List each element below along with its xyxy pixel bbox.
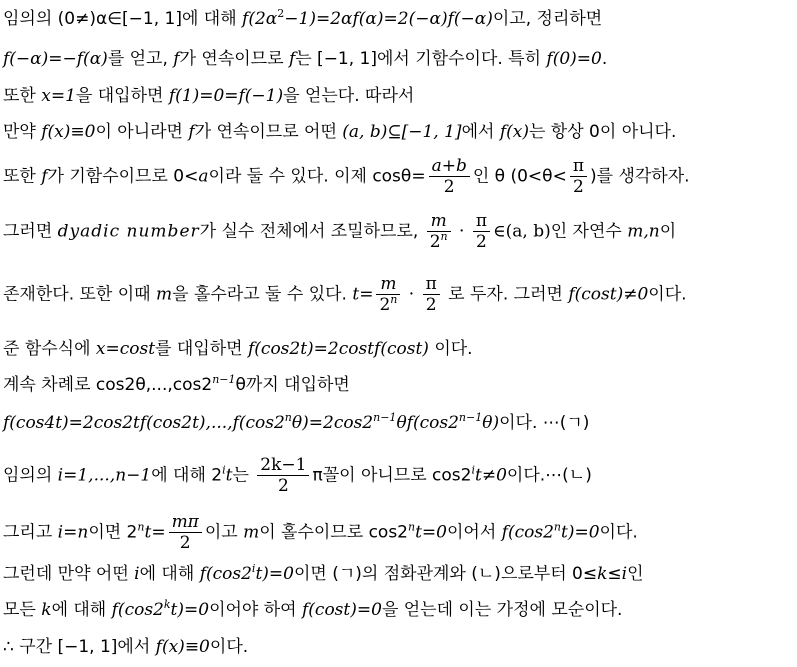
fraction bbox=[427, 211, 451, 252]
fraction bbox=[570, 156, 587, 197]
text: π꼴이 아니므로 cos2 bbox=[312, 465, 472, 486]
math: θ) bbox=[482, 413, 500, 433]
math: f bbox=[41, 166, 48, 187]
math: f(−α)=−f(α) bbox=[3, 49, 108, 69]
text: 계속 차례로 cos2θ,...,cos2 bbox=[3, 375, 213, 395]
math: t=0 bbox=[415, 522, 447, 543]
math: θf(cos2 bbox=[396, 413, 459, 433]
math: i bbox=[134, 564, 140, 584]
math: f(x) bbox=[499, 122, 529, 142]
text: 이고 bbox=[204, 522, 244, 543]
denominator: 2 bbox=[443, 177, 455, 197]
fraction bbox=[376, 274, 400, 315]
numerator: a+b bbox=[429, 156, 470, 177]
math: k bbox=[41, 600, 52, 620]
proof-line-11 bbox=[3, 455, 592, 496]
text: 이다. bbox=[209, 637, 249, 657]
numerator: mπ bbox=[169, 512, 202, 533]
text: 준 함수식에 bbox=[3, 339, 96, 359]
math: i=n bbox=[57, 522, 89, 543]
text: 그리고 bbox=[3, 522, 58, 543]
text: 또한 bbox=[3, 86, 42, 106]
math: f(x)≡0 bbox=[41, 122, 96, 142]
math: t= bbox=[352, 284, 374, 305]
numerator: π bbox=[570, 156, 587, 177]
text: 로 두자. 그러면 bbox=[442, 284, 569, 305]
math: θ)=2cos2 bbox=[291, 413, 374, 433]
denominator-base: 2 bbox=[379, 295, 391, 315]
math: t)=0 bbox=[561, 522, 600, 543]
math: i=1,...,n−1 bbox=[57, 465, 152, 486]
proof-line-9 bbox=[3, 374, 350, 396]
proof-line-2 bbox=[3, 48, 607, 70]
text: 는 bbox=[232, 465, 255, 486]
text: 이다.⋯(ㄴ) bbox=[506, 465, 592, 486]
exponent: n−1 bbox=[373, 411, 397, 424]
text: 모든 bbox=[3, 600, 42, 620]
math: f(cost)≠0 bbox=[568, 284, 649, 305]
exponent: n bbox=[553, 520, 561, 534]
exponent: n−1 bbox=[458, 411, 483, 424]
exponent: i bbox=[471, 463, 476, 477]
text: 인 θ (0<θ< bbox=[472, 166, 567, 187]
proof-line-15 bbox=[3, 636, 248, 658]
math: a bbox=[198, 166, 209, 187]
denominator: 2 bbox=[572, 177, 584, 197]
text: 를 얻고, bbox=[107, 49, 174, 69]
numerator: m bbox=[427, 211, 451, 232]
numerator: π bbox=[423, 274, 440, 295]
text: 이다. bbox=[428, 339, 473, 359]
text: . bbox=[601, 49, 608, 69]
exponent: n−1 bbox=[212, 373, 236, 386]
text: 또한 bbox=[3, 166, 42, 187]
math: · bbox=[453, 221, 470, 242]
text: ∴ 구간 [−1, 1]에서 bbox=[3, 637, 156, 657]
text: 이어서 bbox=[447, 522, 502, 543]
exponent: 2 bbox=[277, 7, 285, 20]
math: · bbox=[403, 284, 420, 305]
text: 에 대해 bbox=[139, 564, 200, 584]
math: (a, b)⊆[−1, 1] bbox=[342, 122, 462, 142]
denominator-base: 2 bbox=[429, 232, 441, 252]
text: 에서 bbox=[461, 122, 500, 142]
exponent: i bbox=[251, 562, 256, 575]
text: 그러면 bbox=[3, 221, 58, 242]
denominator: 2 bbox=[179, 533, 191, 553]
fraction bbox=[423, 274, 440, 315]
proof-line-3 bbox=[3, 85, 414, 107]
text: 이어야 하여 bbox=[209, 600, 302, 620]
math: f(cos2 bbox=[111, 600, 164, 620]
text: 는 [−1, 1]에서 기함수이다. 특히 bbox=[295, 49, 547, 69]
math: f(2α bbox=[242, 9, 278, 29]
text: 이라 둘 수 있다. 이제 cosθ= bbox=[208, 166, 426, 187]
math: f(cos2 bbox=[199, 564, 252, 584]
proof-line-12 bbox=[3, 512, 638, 553]
text: 존재한다. 또한 이때 bbox=[3, 284, 156, 305]
text: 을 얻는다. 따라서 bbox=[283, 86, 415, 106]
fraction bbox=[257, 455, 309, 496]
denominator: 2 bbox=[476, 232, 487, 252]
math: f bbox=[288, 49, 296, 69]
math: t≠0 bbox=[475, 465, 507, 486]
text: 이 아니라면 bbox=[95, 122, 189, 142]
math: f(1)=0=f(−1) bbox=[168, 86, 284, 106]
denominator bbox=[427, 232, 451, 252]
proof-line-13 bbox=[3, 563, 644, 585]
exponent: n bbox=[440, 230, 448, 243]
math: dyadic number bbox=[57, 221, 200, 242]
fraction bbox=[429, 156, 470, 197]
math: m,n bbox=[627, 221, 660, 242]
exponent: k bbox=[163, 598, 171, 611]
proof-line-6 bbox=[3, 211, 676, 252]
exponent: n bbox=[390, 293, 398, 306]
math: f(cos2 bbox=[501, 522, 554, 543]
math: f(cos2t)=2costf(cost) bbox=[248, 339, 429, 359]
text: 이 홀수이므로 cos2 bbox=[259, 522, 408, 543]
text: 을 대입하면 bbox=[75, 86, 169, 106]
proof-line-1 bbox=[3, 8, 602, 30]
math: x=1 bbox=[41, 86, 76, 106]
math: f(cos4t)=2cos2tf(cos2t),...,f(cos2 bbox=[3, 413, 285, 433]
exponent: n bbox=[284, 411, 292, 424]
proof-line-4 bbox=[3, 121, 676, 143]
exponent: i bbox=[222, 463, 226, 477]
text: 가 연속이므로 어떤 bbox=[194, 122, 343, 142]
text: 에 대해 bbox=[51, 600, 112, 620]
math: t)=0 bbox=[255, 564, 294, 584]
denominator: 2 bbox=[425, 295, 437, 315]
text: 는 항상 0이 아니다. bbox=[528, 122, 677, 142]
proof-line-10 bbox=[3, 412, 589, 434]
math: −1)=2αf(α)=2(−α)f(−α) bbox=[284, 9, 493, 29]
text: 에 대해 2 bbox=[151, 465, 223, 486]
text: 만약 bbox=[3, 122, 42, 142]
denominator bbox=[376, 295, 400, 315]
text: ≤ bbox=[607, 564, 622, 584]
math: k bbox=[597, 564, 608, 584]
math: t bbox=[225, 465, 233, 486]
text: 임의의 bbox=[3, 465, 58, 486]
exponent: n bbox=[408, 520, 416, 534]
proof-line-14 bbox=[3, 599, 622, 621]
proof-line-7 bbox=[3, 274, 687, 315]
math: f(0)=0 bbox=[546, 49, 602, 69]
text: 이 bbox=[659, 221, 677, 242]
text: 이면 (ㄱ)의 점화관계와 (ㄴ)으로부터 0≤ bbox=[293, 564, 598, 584]
exponent: n bbox=[137, 520, 145, 534]
text: 이다. bbox=[648, 284, 687, 305]
fraction bbox=[169, 512, 202, 553]
math: ∈(a, b)인 자연수 bbox=[493, 221, 628, 242]
math: t= bbox=[144, 522, 166, 543]
text: 이다. bbox=[599, 522, 638, 543]
math: i bbox=[621, 564, 628, 584]
text: 인 bbox=[627, 564, 644, 584]
numerator: 2k−1 bbox=[257, 455, 309, 476]
proof-line-8 bbox=[3, 338, 473, 360]
text: 이다. ⋯(ㄱ) bbox=[499, 413, 590, 433]
fraction bbox=[473, 211, 490, 252]
math: f bbox=[173, 49, 180, 69]
text: 를 대입하면 bbox=[155, 339, 248, 359]
text: 이면 2 bbox=[88, 522, 138, 543]
text: 이고, 정리하면 bbox=[492, 9, 603, 29]
math: t)=0 bbox=[170, 600, 210, 620]
math: f(x)≡0 bbox=[155, 637, 210, 657]
math: m bbox=[243, 522, 260, 543]
math: x=cost bbox=[95, 339, 156, 359]
math: f(cost)=0 bbox=[302, 600, 382, 620]
math: f bbox=[188, 122, 195, 142]
text: 가 기함수이므로 0< bbox=[47, 166, 199, 187]
text: 가 실수 전체에서 조밀하므로, bbox=[199, 221, 424, 242]
numerator: m bbox=[376, 274, 400, 295]
denominator: 2 bbox=[277, 476, 289, 496]
text: 임의의 (0≠)α∈[−1, 1]에 대해 bbox=[3, 9, 243, 29]
text: )를 생각하자. bbox=[590, 166, 690, 187]
text: 을 얻는데 이는 가정에 모순이다. bbox=[381, 600, 623, 620]
text: 을 홀수라고 둘 수 있다. bbox=[172, 284, 353, 305]
numerator: π bbox=[473, 211, 490, 232]
proof-line-5 bbox=[3, 156, 690, 197]
text: 가 연속이므로 bbox=[179, 49, 289, 69]
text: θ까지 대입하면 bbox=[235, 375, 350, 395]
text: 그런데 만약 어떤 bbox=[3, 564, 135, 584]
math: m bbox=[156, 284, 173, 305]
